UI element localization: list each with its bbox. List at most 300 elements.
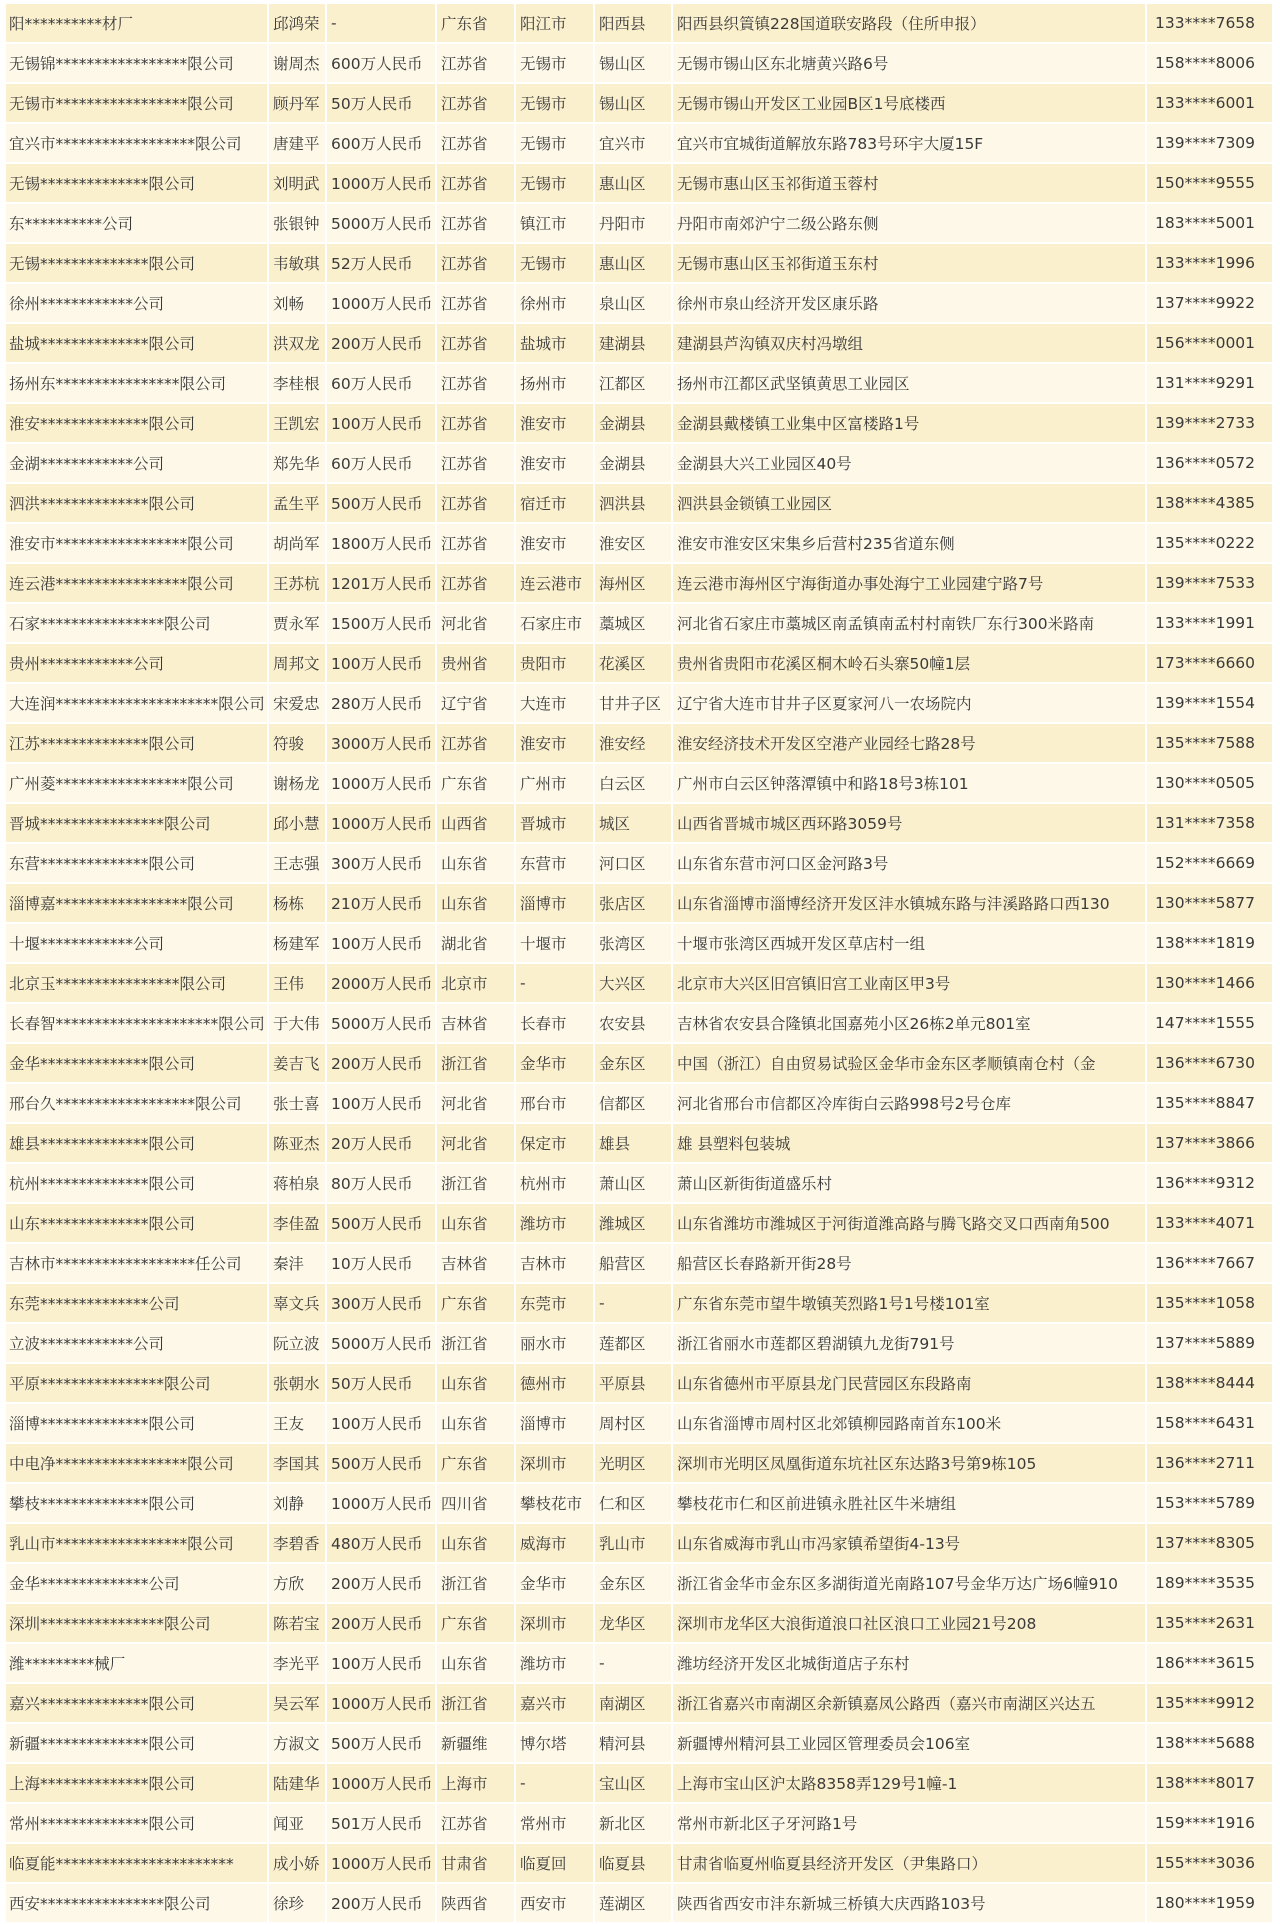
address-cell: 广东省东莞市望牛墩镇芙烈路1号1号楼101室 <box>673 1284 1147 1324</box>
address-cell: 阳西县织篢镇228国道联安路段（住所申报） <box>673 4 1147 44</box>
company-name-cell: 扬州东****************限公司 <box>6 364 269 404</box>
company-name-cell: 深圳****************限公司 <box>6 1604 269 1644</box>
table-row <box>6 924 1274 964</box>
phone-cell: 180****1959 <box>1147 1884 1274 1924</box>
legal-person-cell: 李光平 <box>269 1644 327 1684</box>
table-row <box>6 1844 1274 1884</box>
province-cell: 河北省 <box>437 604 516 644</box>
legal-person-cell: 阮立波 <box>269 1324 327 1364</box>
phone-cell: 133****1991 <box>1147 604 1274 644</box>
registered-capital-cell: 5000万人民币 <box>327 1004 437 1044</box>
phone-cell: 159****1916 <box>1147 1804 1274 1844</box>
table-row <box>6 1284 1274 1324</box>
legal-person-cell: 宋爱忠 <box>269 684 327 724</box>
address-cell: 浙江省嘉兴市南湖区余新镇嘉凤公路西（嘉兴市南湖区兴达五 <box>673 1684 1147 1724</box>
legal-person-cell: 张银钟 <box>269 204 327 244</box>
legal-person-cell: 刘明武 <box>269 164 327 204</box>
table-row <box>6 164 1274 204</box>
registered-capital-cell: 500万人民币 <box>327 1724 437 1764</box>
city-cell: 淮安市 <box>516 524 595 564</box>
legal-person-cell: 邱鸿荣 <box>269 4 327 44</box>
province-cell: 山东省 <box>437 1524 516 1564</box>
province-cell: 江苏省 <box>437 204 516 244</box>
phone-cell: 133****1996 <box>1147 244 1274 284</box>
table-row <box>6 844 1274 884</box>
legal-person-cell: 秦沣 <box>269 1244 327 1284</box>
company-name-cell: 常州**************限公司 <box>6 1804 269 1844</box>
city-cell: 石家庄市 <box>516 604 595 644</box>
table-row <box>6 1564 1274 1604</box>
province-cell: 河北省 <box>437 1124 516 1164</box>
phone-cell: 131****7358 <box>1147 804 1274 844</box>
table-row <box>6 764 1274 804</box>
address-cell: 金湖县戴楼镇工业集中区富楼路1号 <box>673 404 1147 444</box>
address-cell: 河北省石家庄市藁城区南孟镇南孟村村南铁厂东行300米路南 <box>673 604 1147 644</box>
legal-person-cell: 闻亚 <box>269 1804 327 1844</box>
phone-cell: 136****0572 <box>1147 444 1274 484</box>
registered-capital-cell: 1000万人民币 <box>327 1844 437 1884</box>
registered-capital-cell: 1800万人民币 <box>327 524 437 564</box>
table-row <box>6 804 1274 844</box>
table-row <box>6 684 1274 724</box>
district-cell: 平原县 <box>595 1364 673 1404</box>
registered-capital-cell: 200万人民币 <box>327 1884 437 1924</box>
legal-person-cell: 陈若宝 <box>269 1604 327 1644</box>
phone-cell: 130****0505 <box>1147 764 1274 804</box>
phone-cell: 136****9312 <box>1147 1164 1274 1204</box>
district-cell: 张湾区 <box>595 924 673 964</box>
address-cell: 山东省潍坊市潍城区于河街道潍高路与腾飞路交叉口西南角500 <box>673 1204 1147 1244</box>
province-cell: 陕西省 <box>437 1884 516 1924</box>
table-row <box>6 1364 1274 1404</box>
phone-cell: 158****6431 <box>1147 1404 1274 1444</box>
district-cell: 潍城区 <box>595 1204 673 1244</box>
company-name-cell: 宜兴市******************限公司 <box>6 124 269 164</box>
province-cell: 江苏省 <box>437 244 516 284</box>
district-cell: 农安县 <box>595 1004 673 1044</box>
registered-capital-cell: 3000万人民币 <box>327 724 437 764</box>
company-name-cell: 东营**************限公司 <box>6 844 269 884</box>
city-cell: 威海市 <box>516 1524 595 1564</box>
district-cell: 花溪区 <box>595 644 673 684</box>
address-cell: 甘肃省临夏州临夏县经济开发区（尹集路口） <box>673 1844 1147 1884</box>
address-cell: 攀枝花市仁和区前进镇永胜社区牛米塘组 <box>673 1484 1147 1524</box>
province-cell: 江苏省 <box>437 724 516 764</box>
province-cell: 广东省 <box>437 1444 516 1484</box>
address-cell: 金湖县大兴工业园区40号 <box>673 444 1147 484</box>
registered-capital-cell: 280万人民币 <box>327 684 437 724</box>
phone-cell: 130****5877 <box>1147 884 1274 924</box>
district-cell: 南湖区 <box>595 1684 673 1724</box>
district-cell: 淮安经 <box>595 724 673 764</box>
district-cell: 龙华区 <box>595 1604 673 1644</box>
table-row <box>6 484 1274 524</box>
phone-cell: 133****7658 <box>1147 4 1274 44</box>
company-name-cell: 攀枝**************限公司 <box>6 1484 269 1524</box>
table-row <box>6 1804 1274 1844</box>
address-cell: 北京市大兴区旧宫镇旧宫工业南区甲3号 <box>673 964 1147 1004</box>
legal-person-cell: 徐珍 <box>269 1884 327 1924</box>
table-row <box>6 644 1274 684</box>
district-cell: 城区 <box>595 804 673 844</box>
table-row <box>6 84 1274 124</box>
legal-person-cell: 蒋柏泉 <box>269 1164 327 1204</box>
table-row <box>6 1524 1274 1564</box>
phone-cell: 158****8006 <box>1147 44 1274 84</box>
registered-capital-cell: 210万人民币 <box>327 884 437 924</box>
city-cell: 无锡市 <box>516 84 595 124</box>
legal-person-cell: 洪双龙 <box>269 324 327 364</box>
address-cell: 山东省德州市平原县龙门民营园区东段路南 <box>673 1364 1147 1404</box>
city-cell: 深圳市 <box>516 1604 595 1644</box>
registered-capital-cell: 100万人民币 <box>327 644 437 684</box>
table-row <box>6 124 1274 164</box>
phone-cell: 183****5001 <box>1147 204 1274 244</box>
registered-capital-cell: 100万人民币 <box>327 1404 437 1444</box>
address-cell: 扬州市江都区武坚镇黄思工业园区 <box>673 364 1147 404</box>
company-name-cell: 金华**************限公司 <box>6 1044 269 1084</box>
company-name-cell: 长春智*********************限公司 <box>6 1004 269 1044</box>
phone-cell: 135****0222 <box>1147 524 1274 564</box>
province-cell: 广东省 <box>437 764 516 804</box>
registered-capital-cell: 10万人民币 <box>327 1244 437 1284</box>
table-row <box>6 1084 1274 1124</box>
city-cell: 淮安市 <box>516 404 595 444</box>
table-row <box>6 564 1274 604</box>
province-cell: 湖北省 <box>437 924 516 964</box>
province-cell: 广东省 <box>437 1604 516 1644</box>
district-cell: 萧山区 <box>595 1164 673 1204</box>
legal-person-cell: 辜文兵 <box>269 1284 327 1324</box>
registered-capital-cell: 200万人民币 <box>327 324 437 364</box>
province-cell: 江苏省 <box>437 484 516 524</box>
address-cell: 无锡市锡山开发区工业园B区1号底楼西 <box>673 84 1147 124</box>
city-cell: 博尔塔 <box>516 1724 595 1764</box>
city-cell: 保定市 <box>516 1124 595 1164</box>
province-cell: 广东省 <box>437 4 516 44</box>
registered-capital-cell: 1000万人民币 <box>327 164 437 204</box>
district-cell: 宜兴市 <box>595 124 673 164</box>
registered-capital-cell: 500万人民币 <box>327 1444 437 1484</box>
district-cell: 仁和区 <box>595 1484 673 1524</box>
city-cell: 淮安市 <box>516 444 595 484</box>
table-row <box>6 604 1274 644</box>
table-row <box>6 1204 1274 1244</box>
phone-cell: 153****5789 <box>1147 1484 1274 1524</box>
city-cell: 长春市 <box>516 1004 595 1044</box>
city-cell: 淮安市 <box>516 724 595 764</box>
registered-capital-cell: 1000万人民币 <box>327 1484 437 1524</box>
province-cell: 辽宁省 <box>437 684 516 724</box>
city-cell: 嘉兴市 <box>516 1684 595 1724</box>
company-name-cell: 平原****************限公司 <box>6 1364 269 1404</box>
phone-cell: 155****3036 <box>1147 1844 1274 1884</box>
province-cell: 江苏省 <box>437 84 516 124</box>
province-cell: 上海市 <box>437 1764 516 1804</box>
table-row <box>6 1684 1274 1724</box>
city-cell: 金华市 <box>516 1564 595 1604</box>
phone-cell: 147****1555 <box>1147 1004 1274 1044</box>
legal-person-cell: 李佳盈 <box>269 1204 327 1244</box>
legal-person-cell: 谢周杰 <box>269 44 327 84</box>
city-cell: 邢台市 <box>516 1084 595 1124</box>
phone-cell: 136****6730 <box>1147 1044 1274 1084</box>
registered-capital-cell: 1000万人民币 <box>327 804 437 844</box>
phone-cell: 189****3535 <box>1147 1564 1274 1604</box>
address-cell: 泗洪县金锁镇工业园区 <box>673 484 1147 524</box>
province-cell: 广东省 <box>437 1284 516 1324</box>
district-cell: 莲都区 <box>595 1324 673 1364</box>
legal-person-cell: 刘畅 <box>269 284 327 324</box>
province-cell: 浙江省 <box>437 1564 516 1604</box>
district-cell: 莲湖区 <box>595 1884 673 1924</box>
phone-cell: 133****6001 <box>1147 84 1274 124</box>
registered-capital-cell: 20万人民币 <box>327 1124 437 1164</box>
address-cell: 无锡市惠山区玉祁街道玉蓉村 <box>673 164 1147 204</box>
phone-cell: 130****1466 <box>1147 964 1274 1004</box>
city-cell: 吉林市 <box>516 1244 595 1284</box>
table-row <box>6 204 1274 244</box>
company-name-cell: 北京玉****************限公司 <box>6 964 269 1004</box>
legal-person-cell: 李桂根 <box>269 364 327 404</box>
city-cell: 宿迁市 <box>516 484 595 524</box>
legal-person-cell: 刘静 <box>269 1484 327 1524</box>
district-cell: 光明区 <box>595 1444 673 1484</box>
registered-capital-cell: 200万人民币 <box>327 1044 437 1084</box>
legal-person-cell: 顾丹军 <box>269 84 327 124</box>
company-name-cell: 贵州************公司 <box>6 644 269 684</box>
province-cell: 山东省 <box>437 1364 516 1404</box>
legal-person-cell: 陈亚杰 <box>269 1124 327 1164</box>
company-name-cell: 金湖************公司 <box>6 444 269 484</box>
legal-person-cell: 王凯宏 <box>269 404 327 444</box>
company-name-cell: 淮安**************限公司 <box>6 404 269 444</box>
phone-cell: 150****9555 <box>1147 164 1274 204</box>
address-cell: 无锡市惠山区玉祁街道玉东村 <box>673 244 1147 284</box>
district-cell: 泉山区 <box>595 284 673 324</box>
legal-person-cell: 方淑文 <box>269 1724 327 1764</box>
phone-cell: 186****3615 <box>1147 1644 1274 1684</box>
data-sheet <box>6 4 1274 1924</box>
province-cell: 新疆维 <box>437 1724 516 1764</box>
address-cell: 无锡市锡山区东北塘黄兴路6号 <box>673 44 1147 84</box>
legal-person-cell: 成小娇 <box>269 1844 327 1884</box>
table-row <box>6 1244 1274 1284</box>
legal-person-cell: 王友 <box>269 1404 327 1444</box>
registered-capital-cell: 60万人民币 <box>327 444 437 484</box>
table-row <box>6 1124 1274 1164</box>
phone-cell: 137****5889 <box>1147 1324 1274 1364</box>
district-cell: 江都区 <box>595 364 673 404</box>
district-cell: 阳西县 <box>595 4 673 44</box>
province-cell: 贵州省 <box>437 644 516 684</box>
company-name-cell: 广州菱*****************限公司 <box>6 764 269 804</box>
city-cell: 扬州市 <box>516 364 595 404</box>
company-name-cell: 西安****************限公司 <box>6 1884 269 1924</box>
company-name-cell: 连云港*****************限公司 <box>6 564 269 604</box>
table-row <box>6 1404 1274 1444</box>
province-cell: 吉林省 <box>437 1004 516 1044</box>
legal-person-cell: 孟生平 <box>269 484 327 524</box>
legal-person-cell: 李国其 <box>269 1444 327 1484</box>
province-cell: 江苏省 <box>437 124 516 164</box>
legal-person-cell: 王伟 <box>269 964 327 1004</box>
company-name-cell: 阳**********材厂 <box>6 4 269 44</box>
legal-person-cell: 谢杨龙 <box>269 764 327 804</box>
table-row <box>6 1164 1274 1204</box>
table-row <box>6 404 1274 444</box>
province-cell: 山东省 <box>437 844 516 884</box>
district-cell: 精河县 <box>595 1724 673 1764</box>
legal-person-cell: 符骏 <box>269 724 327 764</box>
table-row <box>6 1484 1274 1524</box>
legal-person-cell: 吴云军 <box>269 1684 327 1724</box>
phone-cell: 135****2631 <box>1147 1604 1274 1644</box>
company-name-cell: 上海**************限公司 <box>6 1764 269 1804</box>
district-cell: 乳山市 <box>595 1524 673 1564</box>
city-cell: 无锡市 <box>516 164 595 204</box>
province-cell: 河北省 <box>437 1084 516 1124</box>
company-name-cell: 泗洪**************限公司 <box>6 484 269 524</box>
registered-capital-cell: 600万人民币 <box>327 44 437 84</box>
address-cell: 山东省淄博市周村区北郊镇柳园路南首东100米 <box>673 1404 1147 1444</box>
company-name-cell: 无锡**************限公司 <box>6 244 269 284</box>
company-name-cell: 晋城****************限公司 <box>6 804 269 844</box>
table-row <box>6 524 1274 564</box>
province-cell: 江苏省 <box>437 164 516 204</box>
address-cell: 深圳市龙华区大浪街道浪口社区浪口工业园21号208 <box>673 1604 1147 1644</box>
city-cell: 淄博市 <box>516 1404 595 1444</box>
city-cell: 金华市 <box>516 1044 595 1084</box>
registered-capital-cell: 200万人民币 <box>327 1604 437 1644</box>
province-cell: 山东省 <box>437 1644 516 1684</box>
address-cell: 萧山区新街街道盛乐村 <box>673 1164 1147 1204</box>
city-cell: 盐城市 <box>516 324 595 364</box>
company-name-cell: 淄博嘉*****************限公司 <box>6 884 269 924</box>
registered-capital-cell: 200万人民币 <box>327 1564 437 1604</box>
address-cell: 船营区长春路新开街28号 <box>673 1244 1147 1284</box>
district-cell: 甘井子区 <box>595 684 673 724</box>
phone-cell: 138****8444 <box>1147 1364 1274 1404</box>
registered-capital-cell: 52万人民币 <box>327 244 437 284</box>
registered-capital-cell: 1201万人民币 <box>327 564 437 604</box>
company-name-cell: 淮安市*****************限公司 <box>6 524 269 564</box>
city-cell: 东营市 <box>516 844 595 884</box>
address-cell: 潍坊经济开发区北城街道店子东村 <box>673 1644 1147 1684</box>
phone-cell: 139****1554 <box>1147 684 1274 724</box>
table-row <box>6 4 1274 44</box>
province-cell: 江苏省 <box>437 1804 516 1844</box>
district-cell: 锡山区 <box>595 44 673 84</box>
table-row <box>6 1644 1274 1684</box>
company-name-cell: 立波************公司 <box>6 1324 269 1364</box>
address-cell: 中国（浙江）自由贸易试验区金华市金东区孝顺镇南仓村（金 <box>673 1044 1147 1084</box>
company-name-cell: 金华**************公司 <box>6 1564 269 1604</box>
address-cell: 陕西省西安市沣东新城三桥镇大庆西路103号 <box>673 1884 1147 1924</box>
table-body <box>6 4 1274 1924</box>
phone-cell: 139****2733 <box>1147 404 1274 444</box>
registered-capital-cell: 501万人民币 <box>327 1804 437 1844</box>
city-cell: - <box>516 964 595 1004</box>
address-cell: 上海市宝山区沪太路8358弄129号1幢-1 <box>673 1764 1147 1804</box>
city-cell: 东莞市 <box>516 1284 595 1324</box>
city-cell: 镇江市 <box>516 204 595 244</box>
company-name-cell: 中电净*****************限公司 <box>6 1444 269 1484</box>
registered-capital-cell: 300万人民币 <box>327 1284 437 1324</box>
phone-cell: 152****6669 <box>1147 844 1274 884</box>
address-cell: 河北省邢台市信都区冷库街白云路998号2号仓库 <box>673 1084 1147 1124</box>
registered-capital-cell: 50万人民币 <box>327 1364 437 1404</box>
table-row <box>6 1884 1274 1924</box>
phone-cell: 139****7533 <box>1147 564 1274 604</box>
legal-person-cell: 方欣 <box>269 1564 327 1604</box>
province-cell: 甘肃省 <box>437 1844 516 1884</box>
address-cell: 宜兴市宜城街道解放东路783号环宇大厦15F <box>673 124 1147 164</box>
company-name-cell: 淄博**************限公司 <box>6 1404 269 1444</box>
legal-person-cell: 姜吉飞 <box>269 1044 327 1084</box>
district-cell: 金东区 <box>595 1044 673 1084</box>
province-cell: 山东省 <box>437 1404 516 1444</box>
district-cell: 金东区 <box>595 1564 673 1604</box>
district-cell: 锡山区 <box>595 84 673 124</box>
registered-capital-cell: 100万人民币 <box>327 924 437 964</box>
address-cell: 浙江省金华市金东区多湖街道光南路107号金华万达广场6幢910 <box>673 1564 1147 1604</box>
legal-person-cell: 邱小慧 <box>269 804 327 844</box>
province-cell: 四川省 <box>437 1484 516 1524</box>
province-cell: 江苏省 <box>437 524 516 564</box>
legal-person-cell: 于大伟 <box>269 1004 327 1044</box>
table-row <box>6 444 1274 484</box>
district-cell: 惠山区 <box>595 164 673 204</box>
phone-cell: 131****9291 <box>1147 364 1274 404</box>
registered-capital-cell: 5000万人民币 <box>327 204 437 244</box>
city-cell: 临夏回 <box>516 1844 595 1884</box>
address-cell: 连云港市海州区宁海街道办事处海宁工业园建宁路7号 <box>673 564 1147 604</box>
legal-person-cell: 王苏杭 <box>269 564 327 604</box>
address-cell: 建湖县芦沟镇双庆村冯墩组 <box>673 324 1147 364</box>
district-cell: 建湖县 <box>595 324 673 364</box>
district-cell: 金湖县 <box>595 404 673 444</box>
registered-capital-cell: 1500万人民币 <box>327 604 437 644</box>
registered-capital-cell: 1000万人民币 <box>327 764 437 804</box>
company-name-cell: 十堰************公司 <box>6 924 269 964</box>
table-row <box>6 44 1274 84</box>
address-cell: 吉林省农安县合隆镇北国嘉苑小区26栋2单元801室 <box>673 1004 1147 1044</box>
table-row <box>6 1764 1274 1804</box>
city-cell: 大连市 <box>516 684 595 724</box>
legal-person-cell: 郑先华 <box>269 444 327 484</box>
district-cell: 惠山区 <box>595 244 673 284</box>
phone-cell: 173****6660 <box>1147 644 1274 684</box>
legal-person-cell: 张朝水 <box>269 1364 327 1404</box>
company-name-cell: 江苏**************限公司 <box>6 724 269 764</box>
registered-capital-cell: 300万人民币 <box>327 844 437 884</box>
city-cell: 西安市 <box>516 1884 595 1924</box>
province-cell: 江苏省 <box>437 364 516 404</box>
city-cell: 杭州市 <box>516 1164 595 1204</box>
registered-capital-cell: 1000万人民币 <box>327 1684 437 1724</box>
address-cell: 丹阳市南郊沪宁二级公路东侧 <box>673 204 1147 244</box>
registered-capital-cell: 1000万人民币 <box>327 1764 437 1804</box>
legal-person-cell: 胡尚军 <box>269 524 327 564</box>
city-cell: 攀枝花市 <box>516 1484 595 1524</box>
table-row <box>6 1004 1274 1044</box>
company-name-cell: 东**********公司 <box>6 204 269 244</box>
phone-cell: 138****8017 <box>1147 1764 1274 1804</box>
district-cell: 雄县 <box>595 1124 673 1164</box>
table-row <box>6 1444 1274 1484</box>
district-cell: - <box>595 1284 673 1324</box>
